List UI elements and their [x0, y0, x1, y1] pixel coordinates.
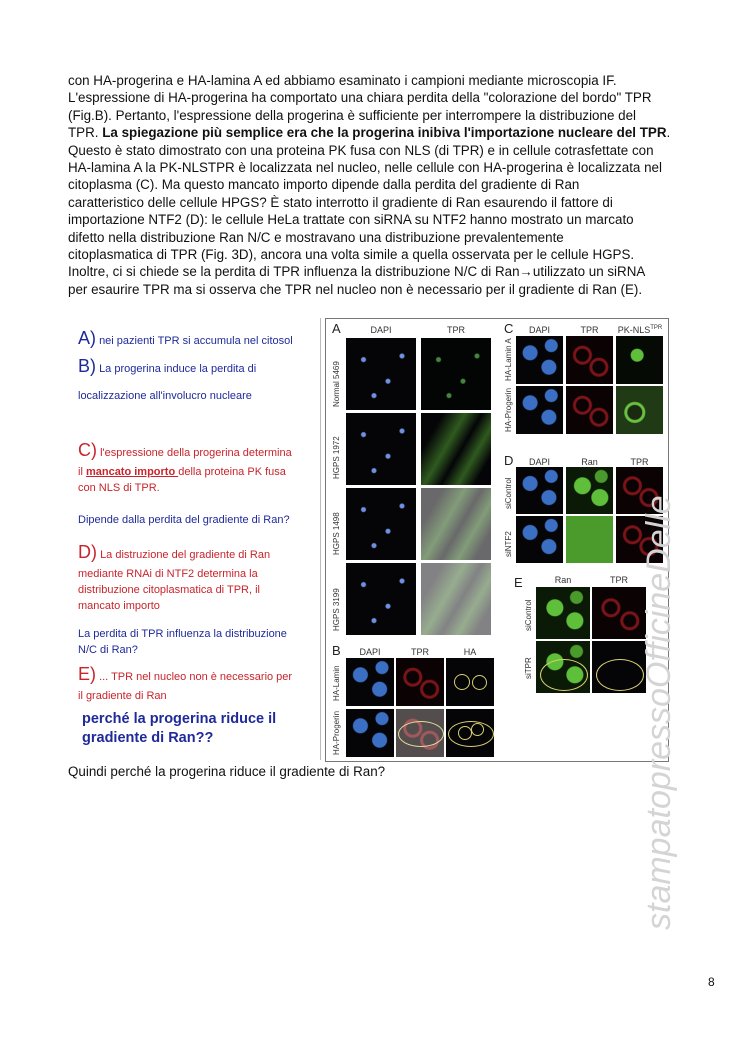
point-d: D) La distruzione del gradiente di Ran: [78, 542, 271, 562]
image-panel: [421, 413, 491, 485]
bold-statement: La spiegazione più semplice era che la progerina inibiva l'importazione nucleare del TPR: [102, 125, 667, 141]
col-label: Ran: [554, 575, 572, 585]
text: .: [666, 125, 671, 141]
image-panel: [346, 563, 416, 635]
point-b: B) La progerina induce la perdita di: [78, 356, 257, 376]
text-line: L'espressione di HA-progerina ha comportato una chiara perdita della "colorazione del bordo" TPR: [68, 90, 652, 106]
summary-slide: [62, 318, 321, 760]
point-c-line2: il mancato importo della proteina PK fusa: [78, 466, 286, 478]
row-label: HGPS 1972: [332, 436, 341, 479]
col-label: DAPI: [359, 647, 381, 657]
col-label: TPR: [447, 325, 465, 335]
image-panel: [592, 641, 646, 693]
text-line: HA-lamina A la PK-NLSTPR è localizzata nel nucleo, nelle cellule con HA-progerina è localizzata nel: [68, 160, 662, 176]
body-paragraph: [68, 72, 708, 298]
image-panel: [616, 336, 663, 384]
image-panel: [566, 516, 613, 563]
col-label: Ran: [581, 457, 598, 467]
col-label: DAPI: [370, 325, 392, 335]
row-label: HGPS 3199: [332, 588, 341, 631]
text-line: importazione NTF2 (D): le cellule HeLa trattate con siRNA su NTF2 hanno mostrato un marcato: [68, 212, 634, 228]
image-panel: [516, 336, 563, 384]
point-c: C) l'espressione della progerina determina: [78, 440, 292, 460]
image-panel: [516, 467, 563, 514]
point-b-line2: localizzazione all'involucro nucleare: [78, 390, 252, 402]
text-line: per esaurire TPR ma si osserva che TPR nel nucleo non è necessario per il gradiente di Ran (E).: [68, 281, 643, 297]
point-d-line4: mancato importo: [78, 600, 160, 612]
image-panel: [536, 641, 590, 693]
image-panel: [346, 413, 416, 485]
image-panel: [566, 467, 613, 514]
point-e: E) ... TPR nel nucleo non è necessario per: [78, 664, 293, 684]
col-label: TPR: [610, 575, 628, 585]
point-e-line2: il gradiente di Ran: [78, 690, 167, 702]
image-panel: [421, 338, 491, 410]
panel-letter-d: D: [504, 453, 514, 468]
image-panel: [616, 386, 663, 434]
text-line: (Fig.B). Pertanto, l'espressione della progerina è sufficiente per interrompere la distribuzione del: [68, 107, 636, 123]
row-label: HA-Lamin A: [504, 338, 513, 381]
image-panel: [516, 386, 563, 434]
row-label: HA-Progerin: [332, 710, 341, 755]
watermark: stampatopressoOfficineDelle: [640, 495, 678, 930]
microscopy-figure: [325, 318, 669, 762]
image-panel: [346, 658, 394, 706]
image-panel: [516, 516, 563, 563]
final-question-line2: gradiente di Ran??: [82, 730, 214, 746]
row-label: HA-Lamin: [332, 665, 341, 701]
text-line: con HA-progerina e HA-lamina A ed abbiamo esaminato i campioni mediante microscopia IF.: [68, 73, 617, 88]
panel-letter-a: A: [332, 321, 341, 336]
text-line: caratteristico delle cellule HPGS? È stato interrotto il gradiente di Ran esaurendo il fattore di: [68, 194, 613, 210]
text-line: Questo è stato dimostrato con una proteina PK fusa con NLS (di TPR) e in cellule cotrasfettate con: [68, 142, 654, 158]
image-panel: [346, 709, 394, 757]
image-panel: [421, 488, 491, 560]
text-line: difetto nella distribuzione Ran N/C e mostravano una distribuzione prevalentemente: [68, 229, 564, 245]
image-panel: [446, 658, 494, 706]
col-label: TPR: [630, 457, 649, 467]
point-a: A) nei pazienti TPR si accumula nel citosol: [78, 328, 293, 348]
image-panel: [396, 658, 444, 706]
row-label: Normal 5469: [332, 361, 341, 407]
row-label: HA-Progerin: [504, 387, 513, 432]
image-panel: [566, 386, 613, 434]
question-2-line2: N/C di Ran?: [78, 644, 138, 656]
point-d-line2: mediante RNAi di NTF2 determina la: [78, 568, 258, 580]
col-label: HA: [463, 647, 477, 657]
text: TPR.: [68, 125, 103, 141]
panel-letter-e: E: [514, 575, 523, 590]
image-panel: [592, 587, 646, 639]
text-line: citoplasma (C). Ma questo mancato importo dipende dalla perdita del gradiente di Ran: [68, 177, 580, 193]
col-label: $PK-NLS^{TPR}$: [617, 325, 663, 335]
row-label: HGPS 1498: [332, 512, 341, 555]
image-panel: [536, 587, 590, 639]
col-label: DAPI: [528, 457, 550, 467]
col-label: TPR: [411, 647, 429, 657]
row-label: siTPR: [524, 657, 533, 679]
row-label: siControl: [504, 477, 513, 509]
row-label: siNTF2: [504, 531, 513, 557]
question-2: La perdita di TPR influenza la distribuzione: [78, 628, 287, 640]
point-d-line3: distribuzione citoplasmatica di TPR, il: [78, 584, 260, 596]
final-question: perché la progerina riduce il: [82, 711, 277, 727]
image-panel: [346, 338, 416, 410]
point-c-line3: con NLS di TPR.: [78, 482, 160, 494]
page-number: 8: [708, 975, 715, 989]
image-panel: [396, 709, 444, 757]
image-panel: [566, 336, 613, 384]
image-panel: [446, 709, 494, 757]
panel-letter-c: C: [504, 321, 514, 336]
text-line: [68, 124, 708, 141]
closing-question: Quindi perché la progerina riduce il gradiente di Ran?: [68, 764, 386, 779]
col-label: TPR: [580, 325, 599, 335]
image-panel: [421, 563, 491, 635]
text-line: citoplasmatica di TPR (Fig. 3D), ancora una volta simile a quella osservata per le cellule HGPS.: [68, 247, 635, 263]
panel-letter-b: B: [332, 643, 341, 658]
row-label: siControl: [524, 599, 533, 631]
text-line: Inoltre, ci si chiede se la perdita di TPR influenza la distribuzione N/C di Ran→utilizzato un siRNA: [68, 264, 646, 280]
question-1: Dipende dalla perdita del gradiente di Ran?: [78, 514, 290, 526]
image-panel: [346, 488, 416, 560]
col-label: DAPI: [528, 325, 550, 335]
